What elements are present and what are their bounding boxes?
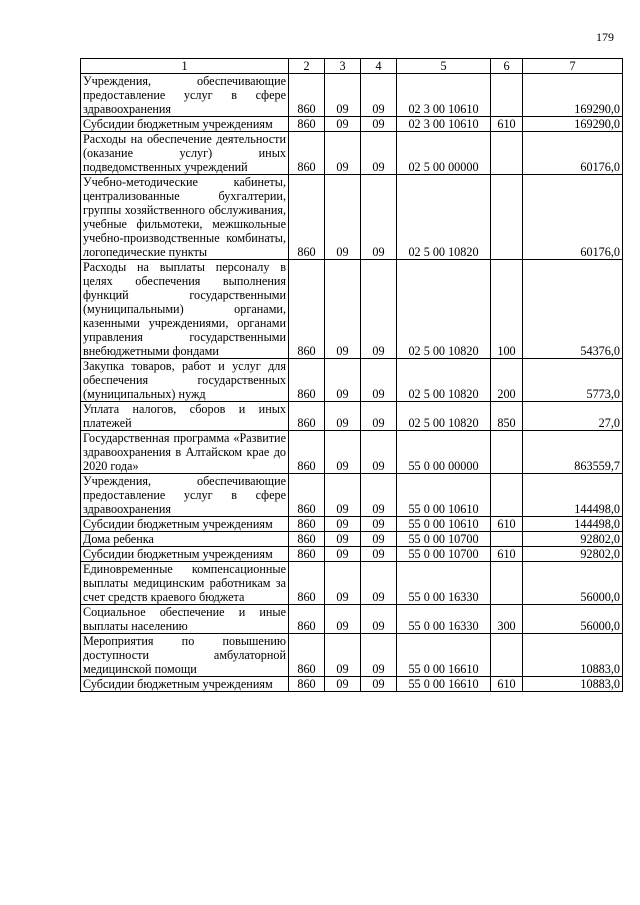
row-name-cell: Уплата налогов, сборов и иных платежей xyxy=(81,402,289,431)
ministry-code-cell: 860 xyxy=(289,359,325,402)
amount-cell: 56000,0 xyxy=(523,605,623,634)
expense-type-cell: 610 xyxy=(491,117,523,132)
target-article-cell: 55 0 00 10700 xyxy=(397,532,491,547)
section-code-cell: 09 xyxy=(325,634,361,677)
section-code-cell: 09 xyxy=(325,175,361,260)
target-article-cell: 02 5 00 10820 xyxy=(397,402,491,431)
amount-cell: 863559,7 xyxy=(523,431,623,474)
row-name-cell: Мероприятия по повышению доступности амбулаторной медицинской помощи xyxy=(81,634,289,677)
column-header: 5 xyxy=(397,59,491,74)
expense-type-cell xyxy=(491,532,523,547)
expense-type-cell xyxy=(491,175,523,260)
column-header: 2 xyxy=(289,59,325,74)
section-code-cell: 09 xyxy=(325,402,361,431)
section-code-cell: 09 xyxy=(325,431,361,474)
expense-type-cell xyxy=(491,474,523,517)
ministry-code-cell: 860 xyxy=(289,74,325,117)
column-header: 7 xyxy=(523,59,623,74)
row-name-cell: Субсидии бюджетным учреждениям xyxy=(81,547,289,562)
row-name-cell: Расходы на обеспечение деятельности (оказание услуг) иных подведомственных учреждений xyxy=(81,132,289,175)
target-article-cell: 02 5 00 00000 xyxy=(397,132,491,175)
subsection-code-cell: 09 xyxy=(361,532,397,547)
ministry-code-cell: 860 xyxy=(289,547,325,562)
expense-type-cell: 100 xyxy=(491,260,523,359)
ministry-code-cell: 860 xyxy=(289,260,325,359)
table-row xyxy=(81,517,623,532)
target-article-cell: 02 5 00 10820 xyxy=(397,359,491,402)
target-article-cell: 02 5 00 10820 xyxy=(397,260,491,359)
subsection-code-cell: 09 xyxy=(361,260,397,359)
column-header: 1 xyxy=(81,59,289,74)
row-name-cell: Субсидии бюджетным учреждениям xyxy=(81,117,289,132)
target-article-cell: 55 0 00 10610 xyxy=(397,517,491,532)
ministry-code-cell: 860 xyxy=(289,562,325,605)
page-number: 179 xyxy=(596,30,614,44)
column-header: 6 xyxy=(491,59,523,74)
expense-type-cell: 610 xyxy=(491,547,523,562)
ministry-code-cell: 860 xyxy=(289,117,325,132)
row-name-cell: Государственная программа «Развитие здравоохранения в Алтайском крае до 2020 года» xyxy=(81,431,289,474)
amount-cell: 10883,0 xyxy=(523,634,623,677)
ministry-code-cell: 860 xyxy=(289,677,325,692)
subsection-code-cell: 09 xyxy=(361,359,397,402)
amount-cell: 60176,0 xyxy=(523,175,623,260)
amount-cell: 60176,0 xyxy=(523,132,623,175)
row-name-cell: Расходы на выплаты персоналу в целях обеспечения выполнения функций государственными (муниципальными) органами, казенными учреждениями, органами управления государственными внебюджетными фондами xyxy=(81,260,289,359)
row-name-cell: Социальное обеспечение и иные выплаты населению xyxy=(81,605,289,634)
table-row xyxy=(81,474,623,517)
amount-cell: 169290,0 xyxy=(523,117,623,132)
amount-cell: 56000,0 xyxy=(523,562,623,605)
section-code-cell: 09 xyxy=(325,74,361,117)
table-row xyxy=(81,74,623,117)
expense-type-cell xyxy=(491,431,523,474)
amount-cell: 5773,0 xyxy=(523,359,623,402)
expense-type-cell: 300 xyxy=(491,605,523,634)
section-code-cell: 09 xyxy=(325,547,361,562)
subsection-code-cell: 09 xyxy=(361,677,397,692)
row-name-cell: Учреждения, обеспечивающие предоставление услуг в сфере здравоохранения xyxy=(81,74,289,117)
section-code-cell: 09 xyxy=(325,605,361,634)
expense-type-cell xyxy=(491,74,523,117)
amount-cell: 10883,0 xyxy=(523,677,623,692)
subsection-code-cell: 09 xyxy=(361,175,397,260)
target-article-cell: 55 0 00 16330 xyxy=(397,605,491,634)
subsection-code-cell: 09 xyxy=(361,117,397,132)
target-article-cell: 55 0 00 16610 xyxy=(397,677,491,692)
ministry-code-cell: 860 xyxy=(289,634,325,677)
section-code-cell: 09 xyxy=(325,532,361,547)
ministry-code-cell: 860 xyxy=(289,402,325,431)
table-body xyxy=(81,74,623,692)
subsection-code-cell: 09 xyxy=(361,547,397,562)
subsection-code-cell: 09 xyxy=(361,517,397,532)
table-row xyxy=(81,359,623,402)
target-article-cell: 55 0 00 16610 xyxy=(397,634,491,677)
subsection-code-cell: 09 xyxy=(361,402,397,431)
target-article-cell: 55 0 00 16330 xyxy=(397,562,491,605)
table-row xyxy=(81,562,623,605)
row-name-cell: Учебно-методические кабинеты, централизованные бухгалтерии, группы хозяйственного обслуживания, учебные фильмотеки, межшкольные учебно-производственные комбинаты, логопедические пункты xyxy=(81,175,289,260)
row-name-cell: Субсидии бюджетным учреждениям xyxy=(81,677,289,692)
table-row xyxy=(81,260,623,359)
target-article-cell: 02 3 00 10610 xyxy=(397,74,491,117)
budget-table xyxy=(80,58,623,692)
table-row xyxy=(81,634,623,677)
row-name-cell: Дома ребенка xyxy=(81,532,289,547)
target-article-cell: 55 0 00 10700 xyxy=(397,547,491,562)
section-code-cell: 09 xyxy=(325,517,361,532)
table-row xyxy=(81,677,623,692)
target-article-cell: 55 0 00 10610 xyxy=(397,474,491,517)
table-row xyxy=(81,175,623,260)
column-header: 3 xyxy=(325,59,361,74)
amount-cell: 27,0 xyxy=(523,402,623,431)
section-code-cell: 09 xyxy=(325,562,361,605)
expense-type-cell: 850 xyxy=(491,402,523,431)
table-row xyxy=(81,132,623,175)
amount-cell: 54376,0 xyxy=(523,260,623,359)
ministry-code-cell: 860 xyxy=(289,517,325,532)
amount-cell: 144498,0 xyxy=(523,517,623,532)
table-header-row xyxy=(81,59,623,74)
ministry-code-cell: 860 xyxy=(289,605,325,634)
column-header: 4 xyxy=(361,59,397,74)
expense-type-cell xyxy=(491,634,523,677)
subsection-code-cell: 09 xyxy=(361,474,397,517)
section-code-cell: 09 xyxy=(325,677,361,692)
subsection-code-cell: 09 xyxy=(361,132,397,175)
amount-cell: 169290,0 xyxy=(523,74,623,117)
expense-type-cell: 610 xyxy=(491,517,523,532)
target-article-cell: 02 3 00 10610 xyxy=(397,117,491,132)
subsection-code-cell: 09 xyxy=(361,634,397,677)
expense-type-cell xyxy=(491,562,523,605)
section-code-cell: 09 xyxy=(325,132,361,175)
section-code-cell: 09 xyxy=(325,474,361,517)
section-code-cell: 09 xyxy=(325,260,361,359)
ministry-code-cell: 860 xyxy=(289,175,325,260)
row-name-cell: Учреждения, обеспечивающие предоставление услуг в сфере здравоохранения xyxy=(81,474,289,517)
section-code-cell: 09 xyxy=(325,359,361,402)
amount-cell: 92802,0 xyxy=(523,547,623,562)
amount-cell: 92802,0 xyxy=(523,532,623,547)
section-code-cell: 09 xyxy=(325,117,361,132)
table-row xyxy=(81,117,623,132)
ministry-code-cell: 860 xyxy=(289,474,325,517)
subsection-code-cell: 09 xyxy=(361,431,397,474)
row-name-cell: Субсидии бюджетным учреждениям xyxy=(81,517,289,532)
target-article-cell: 55 0 00 00000 xyxy=(397,431,491,474)
ministry-code-cell: 860 xyxy=(289,532,325,547)
table-row xyxy=(81,402,623,431)
subsection-code-cell: 09 xyxy=(361,605,397,634)
amount-cell: 144498,0 xyxy=(523,474,623,517)
target-article-cell: 02 5 00 10820 xyxy=(397,175,491,260)
row-name-cell: Закупка товаров, работ и услуг для обеспечения государственных (муниципальных) нужд xyxy=(81,359,289,402)
table-row xyxy=(81,431,623,474)
row-name-cell: Единовременные компенсационные выплаты медицинским работникам за счет средств краевого бюджета xyxy=(81,562,289,605)
ministry-code-cell: 860 xyxy=(289,132,325,175)
expense-type-cell: 610 xyxy=(491,677,523,692)
table-row xyxy=(81,532,623,547)
expense-type-cell: 200 xyxy=(491,359,523,402)
subsection-code-cell: 09 xyxy=(361,74,397,117)
table-row xyxy=(81,547,623,562)
subsection-code-cell: 09 xyxy=(361,562,397,605)
table-row xyxy=(81,605,623,634)
ministry-code-cell: 860 xyxy=(289,431,325,474)
expense-type-cell xyxy=(491,132,523,175)
